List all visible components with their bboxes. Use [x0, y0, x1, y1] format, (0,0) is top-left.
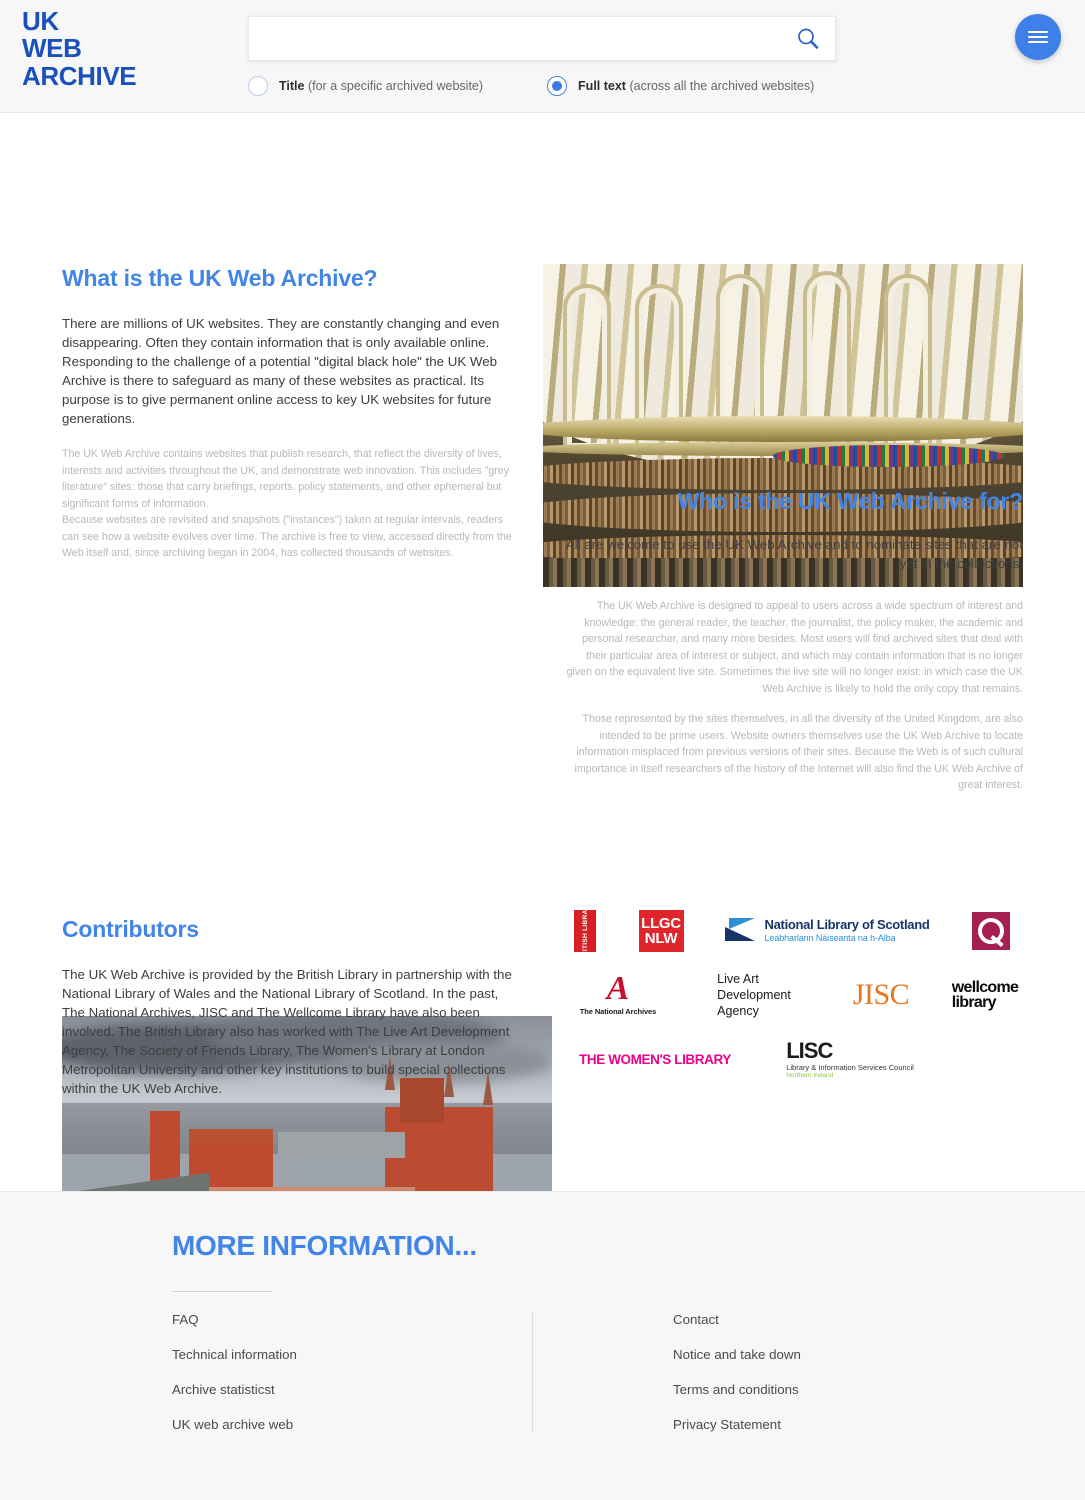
footer-link-terms-and-conditions[interactable]: Terms and conditions — [673, 1382, 799, 1397]
logo-lisc[interactable] — [760, 1036, 940, 1082]
contributor-logo-row-2 — [550, 970, 1030, 1020]
footer-link-uk-web-archive-web[interactable]: UK web archive web — [172, 1417, 294, 1432]
hamburger-menu-icon-bar-1 — [1028, 31, 1048, 33]
lada-line-2: Development — [717, 988, 791, 1002]
footer-link-contact[interactable]: Contact — [673, 1312, 719, 1327]
who-for-heading: Who is the UK Web Archive for? — [677, 488, 1023, 514]
logo-national-library-wales[interactable] — [620, 908, 702, 954]
radio-indicator-fulltext[interactable] — [547, 76, 567, 96]
lada-line-3: Agency — [717, 1004, 759, 1018]
section-contributors — [0, 900, 1085, 1153]
wellcome-line-2: library — [951, 994, 996, 1011]
logo-line-1: UK — [22, 6, 59, 36]
logo-live-art-development-agency[interactable] — [686, 970, 822, 1020]
footer-link-archive-statistics[interactable]: Archive statisticst — [172, 1382, 275, 1397]
radio-option-fulltext[interactable] — [547, 76, 814, 96]
what-is-detail-2: Because websites are revisited and snapshots ("instances") taken at regular intervals, readers can see how a website evolves over time. The archive is free to view, accessed directly from the Web itself and, since archiving began in 2004, has collected thousands of websites. — [62, 514, 512, 560]
contributor-logos — [550, 900, 1030, 1098]
section-who-for — [0, 488, 1085, 908]
hamburger-menu-button[interactable] — [1015, 14, 1061, 60]
footer-heading: MORE INFORMATION... — [172, 1230, 477, 1261]
lisc-label-mid: Library & Information Services Council — [786, 1062, 914, 1072]
lisc-label-bottom: Northern Ireland — [786, 1071, 834, 1079]
national-archives-icon: A — [606, 970, 630, 1008]
jisc-label: JISC — [852, 978, 910, 1011]
wellcome-line-1: wellcome — [951, 978, 1019, 996]
nls-label-gaelic: Leabharlann Nàiseanta na h-Alba — [764, 932, 896, 943]
contributors-heading: Contributors — [62, 916, 199, 942]
what-is-intro: There are millions of UK websites. They are constantly changing and even disappearing. Often they contain information that is only available online. Responding to the challenge of a potential "digital black hole" the UK Web Archive is there to safeguard as many of these websites as practical. Its purpose is to give permanent online access to key UK websites for future generations. — [62, 316, 500, 426]
what-is-heading: What is the UK Web Archive? — [62, 265, 378, 291]
contributor-logo-row-1 — [550, 900, 1030, 962]
logo-british-library[interactable] — [550, 900, 620, 962]
logo-line-2: WEB — [22, 33, 82, 64]
queens-ring — [978, 918, 1004, 944]
nlw-label-bottom: NLW — [644, 930, 678, 947]
radio-hint-title: (for a specific archived website) — [307, 79, 484, 93]
national-archives-label: The National Archives — [579, 1006, 657, 1016]
womens-library-label: THE WOMEN'S LIBRARY — [579, 1051, 731, 1067]
who-for-details — [560, 598, 1023, 794]
lada-line-1: Live Art — [717, 972, 759, 986]
logo-wellcome-library[interactable] — [940, 970, 1030, 1020]
search-scope-radios — [248, 76, 814, 96]
site-footer — [0, 1191, 1085, 1500]
lisc-label-top: LISC — [786, 1037, 833, 1063]
radio-label-fulltext: Full text — [578, 79, 626, 93]
nlw-label-top: LLGC — [641, 915, 681, 932]
site-header — [0, 0, 1085, 113]
queens-q-icon — [972, 912, 1010, 950]
footer-column-right — [532, 1312, 892, 1432]
search-icon — [795, 26, 821, 52]
footer-link-columns — [172, 1312, 892, 1432]
footer-link-privacy-statement[interactable]: Privacy Statement — [673, 1417, 781, 1432]
cornice-upper — [543, 416, 1023, 442]
footer-divider — [172, 1291, 272, 1292]
radio-indicator-title[interactable] — [248, 76, 268, 96]
who-for-intro: All are welcome to use the UK Web Archive and to nominate sites that are not yet in the collections. — [565, 537, 1023, 571]
logo-national-archives[interactable] — [550, 970, 686, 1020]
hamburger-menu-icon-bar-3 — [1028, 41, 1048, 43]
main-content — [0, 113, 1085, 1153]
british-library-label: BRITISH LIBRARY — [581, 900, 589, 962]
what-is-detail-1: The UK Web Archive contains websites that publish research, that reflect the diversity of lives, interests and activities throughout the UK, and demonstrate web innovation. This includes "grey literature" sites: those that carry briefings, reports, policy statements, and other ephemeral but significant forms of information. — [62, 448, 509, 510]
search-button[interactable] — [781, 17, 835, 60]
british-library-icon — [574, 900, 596, 962]
contributor-logo-row-3 — [550, 1036, 1030, 1082]
nls-book-icon — [725, 918, 759, 944]
nlw-icon — [639, 910, 684, 952]
radio-option-title[interactable] — [248, 76, 483, 96]
hamburger-menu-icon-bar-2 — [1028, 36, 1048, 38]
logo-line-3: ARCHIVE — [22, 60, 137, 91]
radio-hint-fulltext: (across all the archived websites) — [629, 79, 815, 93]
who-for-detail-2: Those represented by the sites themselves, in all the diversity of the United Kingdom, are also intended to be prime users. Website owners themselves use the UK Web Archive to locate information misplaced from previous versions of their sites. Because the Web is of such cultural importance in itself researchers of the history of the Internet will also find the UK Web Archive of great interest. — [574, 713, 1023, 792]
nls-label-english: National Library of Scotland — [764, 917, 930, 933]
footer-column-left — [172, 1312, 532, 1432]
search-bar — [248, 16, 836, 61]
radio-label-title: Title — [279, 79, 305, 93]
logo-womens-library[interactable] — [550, 1036, 760, 1082]
logo-jisc[interactable] — [822, 970, 940, 1020]
contributors-text: The UK Web Archive is provided by the British Library in partnership with the National Library of Wales and the National Library of Scotland. In the past, The National Archives, JISC and The Wellcome Library have also been involved. The British Library also has worked with The Live Art Development Agency, The Society of Friends Library, The Women's Library at London Metropolitan University and other key institutions to build special collections within the UK Web Archive. — [62, 967, 512, 1096]
who-for-detail-1: The UK Web Archive is designed to appeal to users across a wide spectrum of interest and knowledge: the general reader, the teacher, the journalist, the policy maker, the academic and personal researcher, and many more besides. Most users will find archived sites that deal with their particular area of interest or subject, and which may contain information that is no longer given on the equivalent live site. Sometimes the live site will no longer exist: in which case the UK Web Archive is likely to hold the only copy that remains. — [566, 600, 1023, 695]
footer-link-notice-and-take-down[interactable]: Notice and take down — [673, 1347, 801, 1362]
site-logo[interactable] — [22, 8, 136, 90]
footer-link-technical-information[interactable]: Technical information — [172, 1347, 297, 1362]
footer-link-faq[interactable]: FAQ — [172, 1312, 199, 1327]
logo-queens-university[interactable] — [952, 908, 1030, 954]
logo-national-library-scotland[interactable] — [702, 908, 952, 954]
search-input[interactable] — [249, 17, 781, 60]
